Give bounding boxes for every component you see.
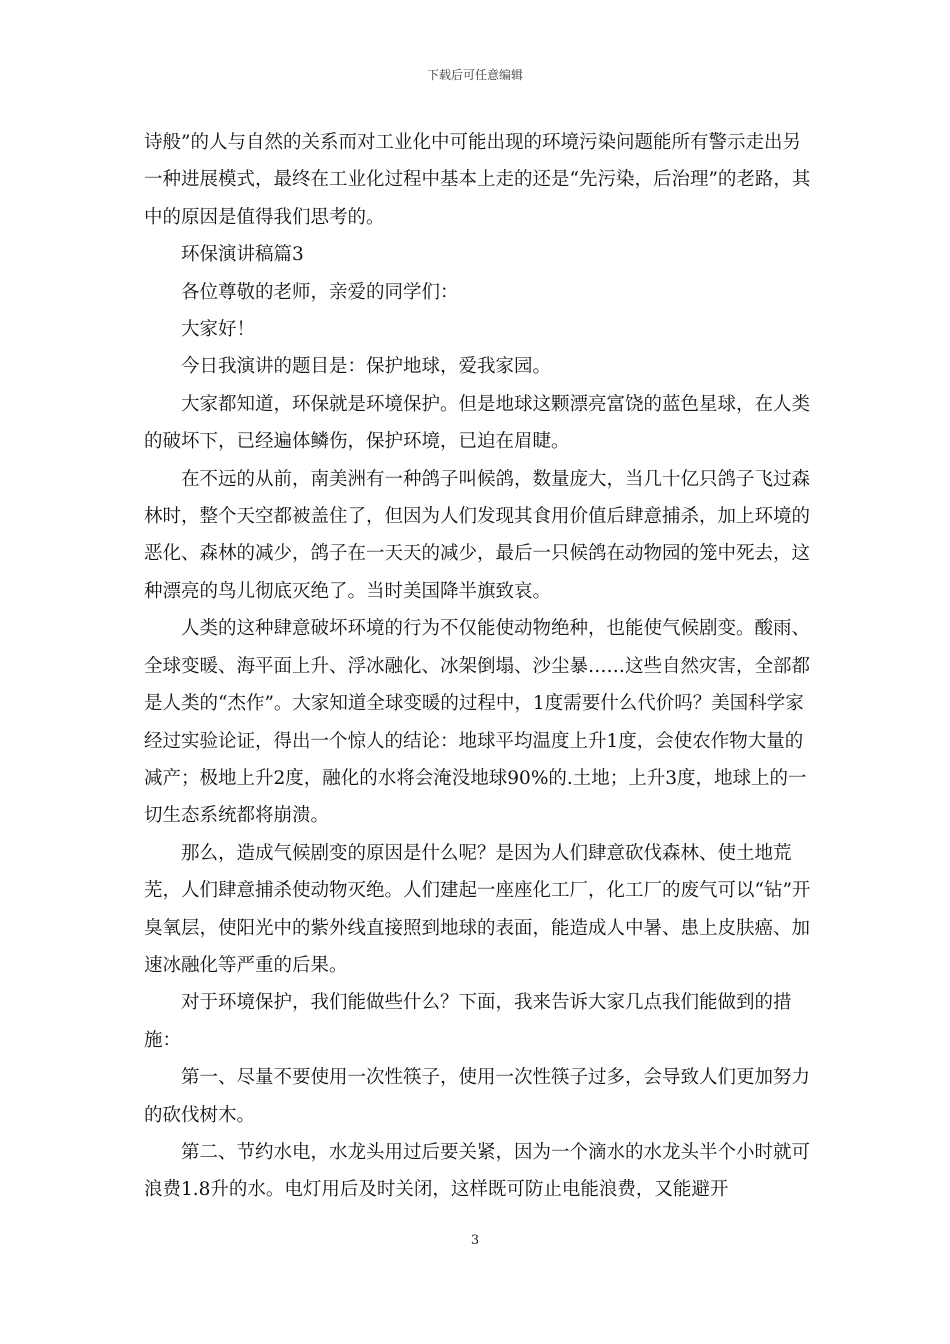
paragraph: 第一、尽量不要使用一次性筷子，使用一次性筷子过多，会导致人们更加努力的砍伐树木。 [144,1067,811,1126]
paragraph: 那么，造成气候剧变的原因是什么呢？是因为人们肆意砍伐森林、使土地荒芜，人们肆意捕杀使动物灭绝。人们建起一座座化工厂，化工厂的废气可以“钻”开臭氧层，使阳光中的紫外线直接照到地球的表面，能造成人中暑、患上皮肤癌、加速冰融化等严重的后果。 [144,842,811,976]
greeting: 大家好！ [181,319,256,341]
speech-topic: 今日我演讲的题目是：保护地球，爱我家园。 [181,356,552,378]
paragraph: 人类的这种肆意破坏环境的行为不仅能使动物绝种，也能使气候剧变。酸雨、全球变暖、海平面上升、浮冰融化、冰架倒塌、沙尘暴……这些自然灾害，全部都是人类的“杰作”。大家知道全球变暖的过程中，1度需要什么代价吗？美国科学家经过实验论证，得出一个惊人的结论：地球平均温度上升1度，会使农作物大量的减产；极地上升2度，融化的水将会淹没地球90%的.土地；上升3度，地球上的一切生态系统都将崩溃。 [144,618,811,827]
document-body [144,124,812,1209]
salutation: 各位尊敬的老师，亲爱的同学们： [181,281,459,303]
page-header: 下载后可任意编辑 [426,68,523,82]
paragraph-continuation: 诗般”的人与自然的关系而对工业化中可能出现的环境污染问题能所有警示走出另一种进展模式，最终在工业化过程中基本上走的还是“先污染，后治理”的老路，其中的原因是值得我们思考的。 [144,132,811,228]
section-heading: 环保演讲稿篇3 [181,244,304,266]
paragraph: 大家都知道，环保就是环境保护。但是地球这颗漂亮富饶的蓝色星球，在人类的破坏下，已经遍体鳞伤，保护环境，已迫在眉睫。 [144,393,811,453]
paragraph: 在不远的从前，南美洲有一种鸽子叫候鸽，数量庞大，当几十亿只鸽子飞过森林时，整个天空都被盖住了，但因为人们发现其食用价值后肆意捕杀，加上环境的恶化、森林的减少，鸽子在一天天的减少，最后一只候鸽在动物园的笼中死去，这种漂亮的鸟儿彻底灭绝了。当时美国降半旗致哀。 [144,468,811,602]
page-number: 3 [470,1233,480,1248]
paragraph: 对于环境保护，我们能做些什么？下面，我来告诉大家几点我们能做到的措施： [144,992,792,1051]
paragraph: 第二、节约水电，水龙头用过后要关紧，因为一个滴水的水龙头半个小时就可浪费1.8升的水。电灯用后及时关闭，这样既可防止电能浪费，又能避开 [144,1141,811,1201]
